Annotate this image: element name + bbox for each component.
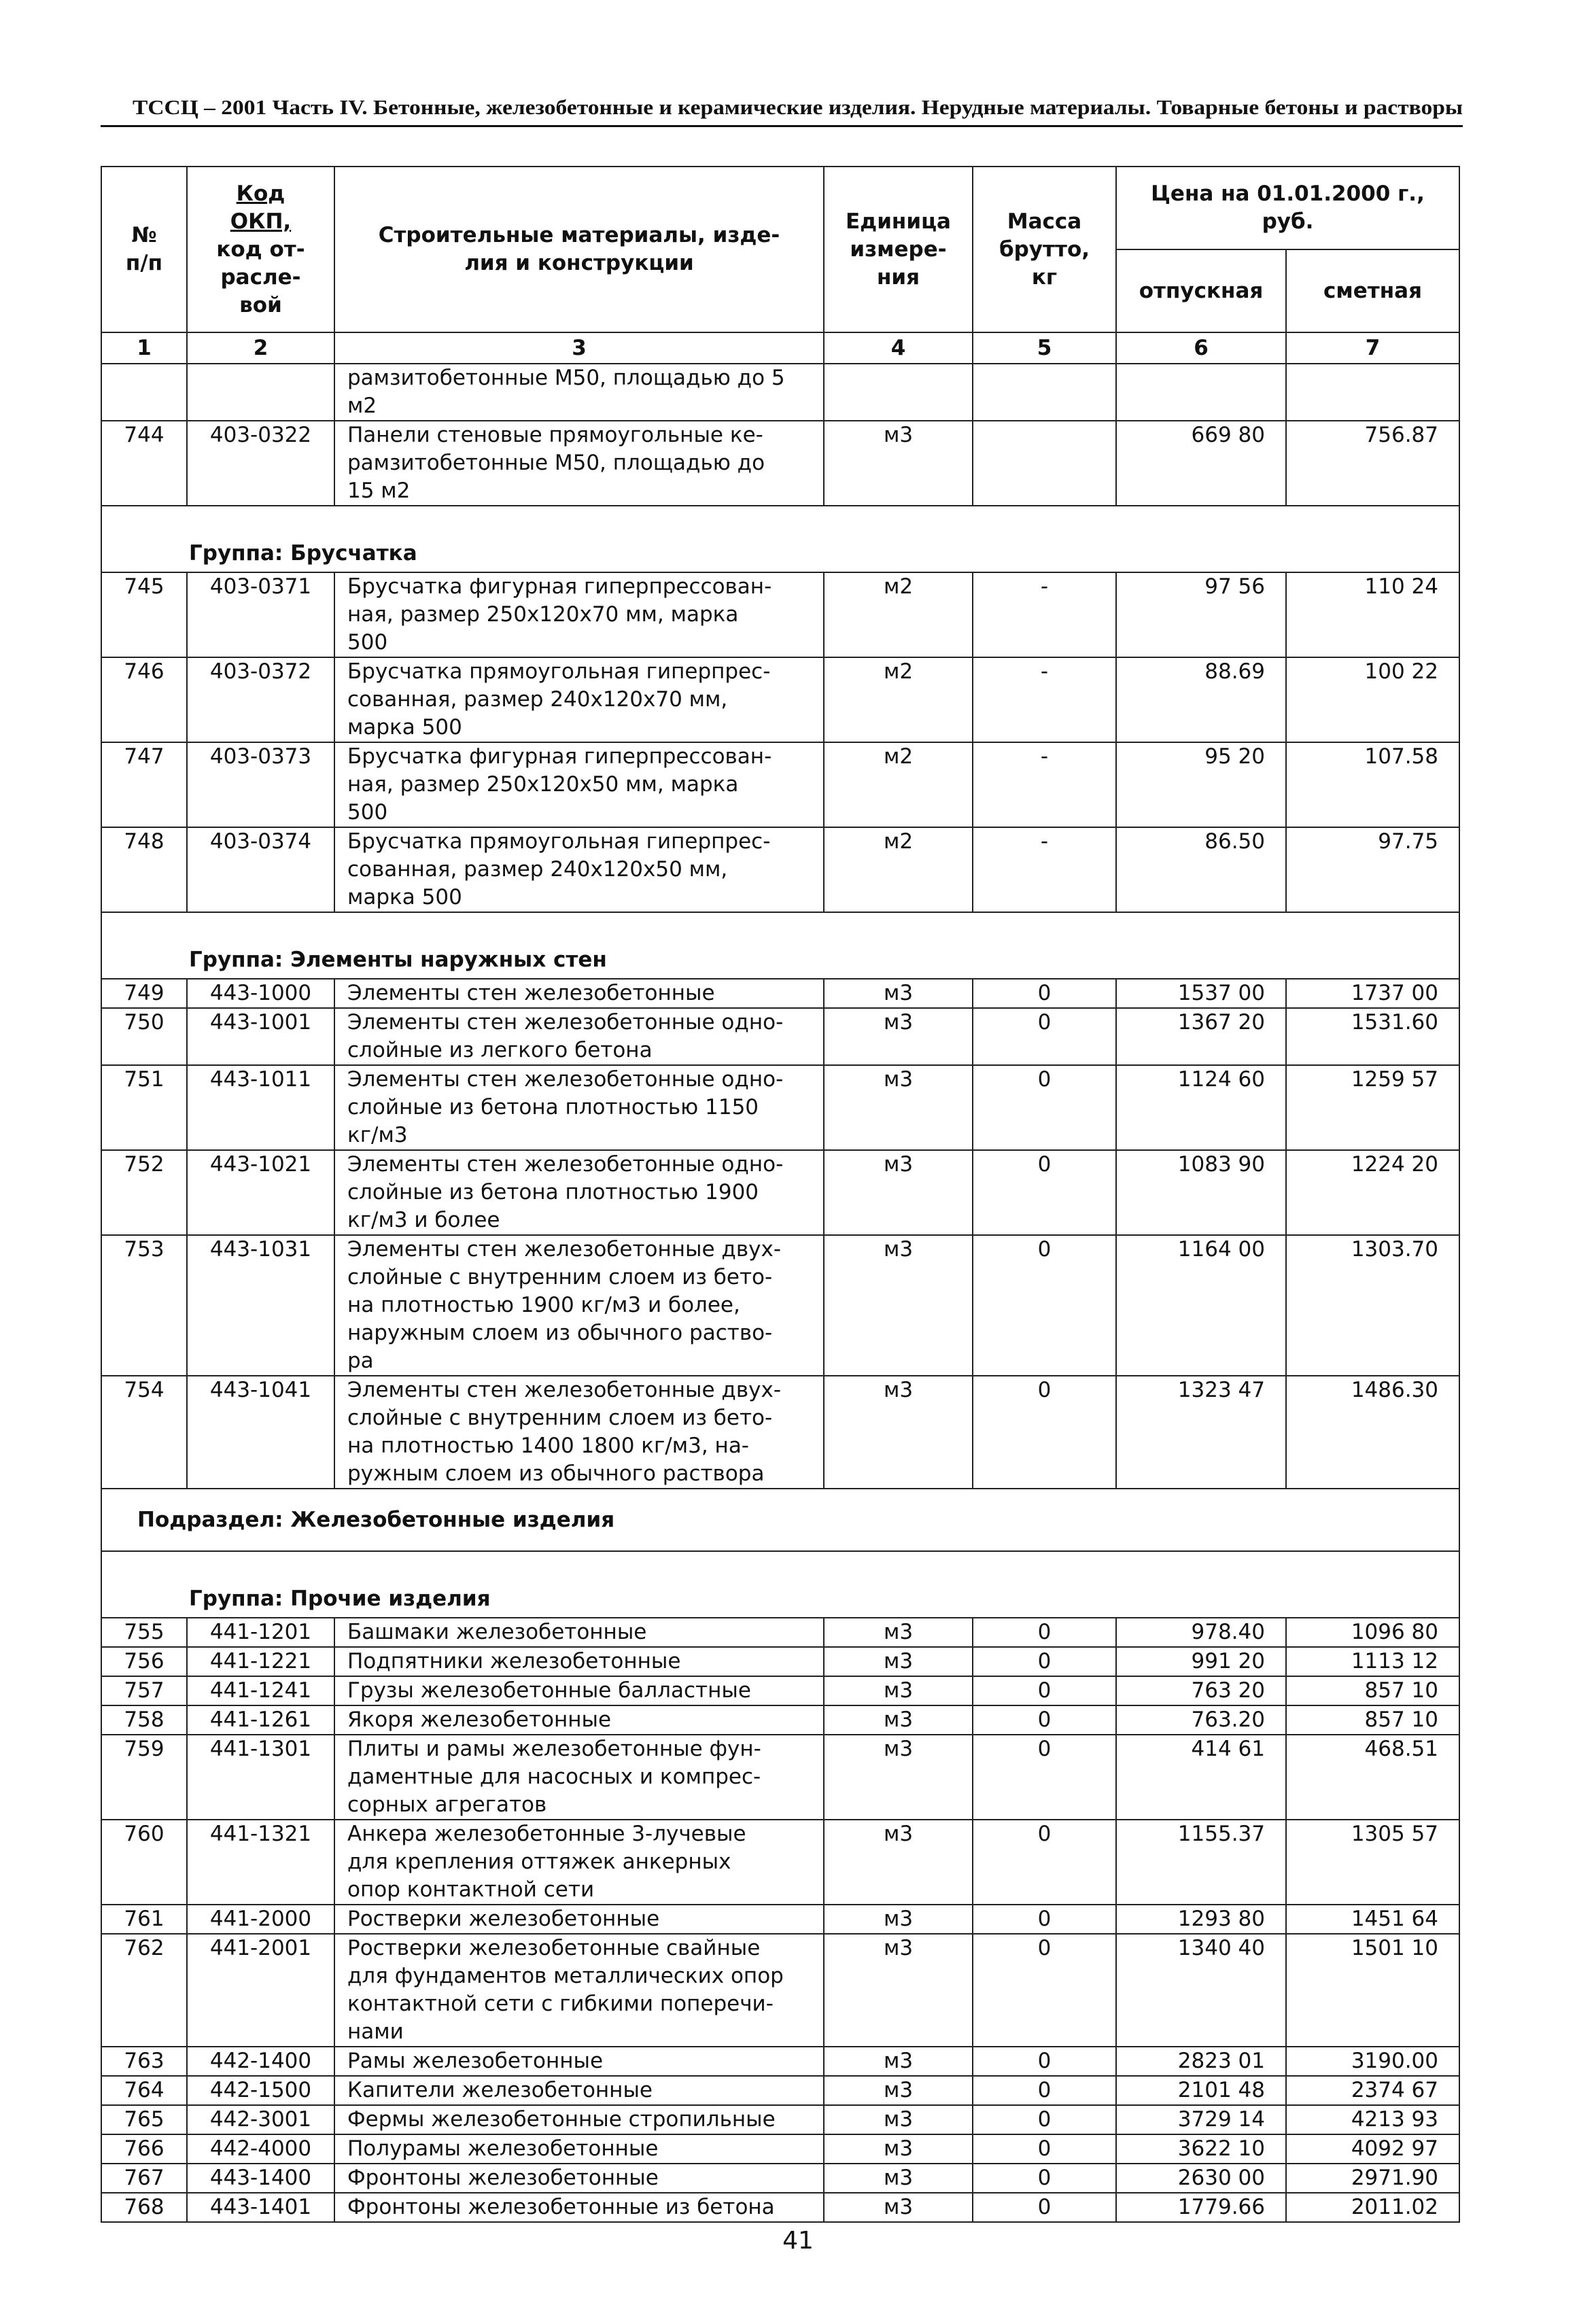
column-number: 1 [101, 332, 187, 364]
row-mass: 0 [973, 1150, 1116, 1235]
row-release-price: 86.50 [1116, 827, 1286, 912]
row-description: Элементы стен железобетонные двух- слойные с внутренним слоем из бето- на плотностью 1400 1800 кг/м3, на- ружным слоем из обычного раствора [334, 1376, 824, 1489]
table-row [101, 1235, 1459, 1376]
row-estimate-price: 4213 93 [1286, 2105, 1459, 2134]
row-number: 749 [101, 979, 187, 1008]
row-mass: 0 [973, 1065, 1116, 1150]
row-release-price: 763.20 [1116, 1705, 1286, 1735]
row-mass: 0 [973, 1008, 1116, 1065]
price-table [101, 166, 1460, 2223]
group-heading: Группа: Элементы наружных стен [101, 912, 1459, 979]
row-code: 443-1031 [187, 1235, 334, 1376]
row-mass: 0 [973, 1934, 1116, 2047]
row-number: 754 [101, 1376, 187, 1489]
row-description: Плиты и рамы железобетонные фун- даментные для насосных и компрес- сорных агрегатов [334, 1735, 824, 1820]
row-unit: м3 [824, 421, 973, 506]
row-mass: - [973, 657, 1116, 742]
row-code: 403-0322 [187, 421, 334, 506]
col-header-unit: Единица измере- ния [824, 167, 973, 332]
table-body [101, 364, 1459, 2222]
row-estimate-price: 1259 57 [1286, 1065, 1459, 1150]
row-estimate-price: 110 24 [1286, 572, 1459, 657]
row-mass: 0 [973, 1905, 1116, 1934]
row-description: Капители железобетонные [334, 2076, 824, 2105]
row-description: Рамы железобетонные [334, 2047, 824, 2076]
row-number: 766 [101, 2134, 187, 2164]
row-code: 442-1500 [187, 2076, 334, 2105]
table-row [101, 1150, 1459, 1235]
col-header-code-branch: код от- расле- вой [216, 237, 305, 317]
row-mass: 0 [973, 2193, 1116, 2222]
table-row [101, 2193, 1459, 2222]
table-row [101, 1376, 1459, 1489]
col-header-code [187, 167, 334, 332]
row-number: 756 [101, 1647, 187, 1676]
row-unit: м3 [824, 2193, 973, 2222]
table-row [101, 1705, 1459, 1735]
column-number: 2 [187, 332, 334, 364]
row-estimate-price: 1303.70 [1286, 1235, 1459, 1376]
row-unit: м2 [824, 742, 973, 827]
column-number: 4 [824, 332, 973, 364]
row-number: 767 [101, 2164, 187, 2193]
row-number: 760 [101, 1820, 187, 1905]
row-description: Полурамы железобетонные [334, 2134, 824, 2164]
row-description: Брусчатка фигурная гиперпрессован- ная, размер 250x120x70 мм, марка 500 [334, 572, 824, 657]
row-number: 747 [101, 742, 187, 827]
row-mass: 0 [973, 1735, 1116, 1820]
subsection-heading-row [101, 1489, 1459, 1551]
row-code: 443-1400 [187, 2164, 334, 2193]
row-estimate-price: 1737 00 [1286, 979, 1459, 1008]
column-numbers-row [101, 332, 1459, 364]
row-unit: м2 [824, 572, 973, 657]
row-description: Панели стеновые прямоугольные ке- рамзитобетонные М50, площадью до 15 м2 [334, 421, 824, 506]
row-code: 441-2001 [187, 1934, 334, 2047]
row-estimate-price: 1531.60 [1286, 1008, 1459, 1065]
row-code: 443-1001 [187, 1008, 334, 1065]
row-description: Брусчатка фигурная гиперпрессован- ная, размер 250x120x50 мм, марка 500 [334, 742, 824, 827]
row-unit: м3 [824, 1235, 973, 1376]
row-estimate-price: 857 10 [1286, 1676, 1459, 1705]
row-release-price: 991 20 [1116, 1647, 1286, 1676]
row-release-price: 1164 00 [1116, 1235, 1286, 1376]
row-estimate-price: 3190.00 [1286, 2047, 1459, 2076]
row-description: Башмаки железобетонные [334, 1618, 824, 1647]
row-code: 403-0371 [187, 572, 334, 657]
row-number: 752 [101, 1150, 187, 1235]
row-unit: м3 [824, 1735, 973, 1820]
row-unit: м3 [824, 2134, 973, 2164]
row-estimate-price: 2374 67 [1286, 2076, 1459, 2105]
group-heading: Группа: Брусчатка [101, 506, 1459, 572]
row-mass: 0 [973, 2134, 1116, 2164]
row-release-price: 1779.66 [1116, 2193, 1286, 2222]
table-row [101, 2047, 1459, 2076]
table-row [101, 1065, 1459, 1150]
row-description: Брусчатка прямоугольная гиперпрес- сованная, размер 240x120x70 мм, марка 500 [334, 657, 824, 742]
row-release-price: 2101 48 [1116, 2076, 1286, 2105]
row-code: 441-1301 [187, 1735, 334, 1820]
table-row [101, 1934, 1459, 2047]
table-row [101, 1905, 1459, 1934]
row-description: Элементы стен железобетонные [334, 979, 824, 1008]
row-number: 762 [101, 1934, 187, 2047]
row-description: Подпятники железобетонные [334, 1647, 824, 1676]
row-mass: 0 [973, 2164, 1116, 2193]
row-code: 441-1201 [187, 1618, 334, 1647]
row-unit: м3 [824, 1705, 973, 1735]
column-number: 6 [1116, 332, 1286, 364]
row-code: 443-1000 [187, 979, 334, 1008]
row-release-price: 2630 00 [1116, 2164, 1286, 2193]
row-mass: 0 [973, 979, 1116, 1008]
row-release-price: 1293 80 [1116, 1905, 1286, 1934]
row-mass: - [973, 742, 1116, 827]
table-row [101, 1618, 1459, 1647]
row-release-price: 1155.37 [1116, 1820, 1286, 1905]
row-description: Элементы стен железобетонные одно- слойные из легкого бетона [334, 1008, 824, 1065]
row-number: 746 [101, 657, 187, 742]
row-unit: м3 [824, 1934, 973, 2047]
row-estimate-price: 107.58 [1286, 742, 1459, 827]
row-estimate-price [1286, 364, 1459, 421]
row-estimate-price: 2011.02 [1286, 2193, 1459, 2222]
row-mass: - [973, 827, 1116, 912]
row-description: Фронтоны железобетонные из бетона [334, 2193, 824, 2222]
row-description: рамзитобетонные М50, площадью до 5 м2 [334, 364, 824, 421]
group-heading-row [101, 506, 1459, 572]
group-heading-row [101, 912, 1459, 979]
table-row [101, 657, 1459, 742]
row-release-price: 1083 90 [1116, 1150, 1286, 1235]
table-row [101, 827, 1459, 912]
row-mass: 0 [973, 1676, 1116, 1705]
row-code: 403-0372 [187, 657, 334, 742]
row-estimate-price: 4092 97 [1286, 2134, 1459, 2164]
row-mass: 0 [973, 2076, 1116, 2105]
row-number [101, 364, 187, 421]
row-code: 403-0374 [187, 827, 334, 912]
row-release-price: 3729 14 [1116, 2105, 1286, 2134]
row-release-price: 414 61 [1116, 1735, 1286, 1820]
row-estimate-price: 1096 80 [1286, 1618, 1459, 1647]
row-estimate-price: 1224 20 [1286, 1150, 1459, 1235]
row-description: Фронтоны железобетонные [334, 2164, 824, 2193]
col-header-mass: Масса брутто, кг [973, 167, 1116, 332]
row-estimate-price: 468.51 [1286, 1735, 1459, 1820]
row-description: Грузы железобетонные балластные [334, 1676, 824, 1705]
row-description: Элементы стен железобетонные одно- слойные из бетона плотностью 1150 кг/м3 [334, 1065, 824, 1150]
table-row [101, 2164, 1459, 2193]
row-mass [973, 421, 1116, 506]
row-estimate-price: 1451 64 [1286, 1905, 1459, 1934]
row-code: 441-1261 [187, 1705, 334, 1735]
col-header-name: Строительные материалы, изде- лия и конструкции [334, 167, 824, 332]
row-number: 753 [101, 1235, 187, 1376]
page-number: 41 [782, 2227, 814, 2255]
row-number: 755 [101, 1618, 187, 1647]
row-code: 443-1011 [187, 1065, 334, 1150]
row-unit: м2 [824, 657, 973, 742]
row-unit: м3 [824, 1618, 973, 1647]
row-unit: м3 [824, 979, 973, 1008]
row-estimate-price: 2971.90 [1286, 2164, 1459, 2193]
column-number: 5 [973, 332, 1116, 364]
row-code: 403-0373 [187, 742, 334, 827]
row-estimate-price: 857 10 [1286, 1705, 1459, 1735]
col-header-estimate-price: сметная [1286, 249, 1459, 332]
row-code: 442-3001 [187, 2105, 334, 2134]
row-estimate-price: 1486.30 [1286, 1376, 1459, 1489]
table-row [101, 1676, 1459, 1705]
row-number: 757 [101, 1676, 187, 1705]
row-description: Анкера железобетонные 3-лучевые для крепления оттяжек анкерных опор контактной сети [334, 1820, 824, 1905]
row-unit: м3 [824, 1820, 973, 1905]
row-code: 443-1401 [187, 2193, 334, 2222]
row-code: 442-1400 [187, 2047, 334, 2076]
row-description: Элементы стен железобетонные одно- слойные из бетона плотностью 1900 кг/м3 и более [334, 1150, 824, 1235]
row-unit [824, 364, 973, 421]
row-number: 763 [101, 2047, 187, 2076]
header-rule [101, 125, 1463, 127]
row-unit: м3 [824, 1065, 973, 1150]
subsection-heading: Подраздел: Железобетонные изделия [101, 1489, 1459, 1551]
row-mass: 0 [973, 1647, 1116, 1676]
row-unit: м3 [824, 1150, 973, 1235]
row-estimate-price: 756.87 [1286, 421, 1459, 506]
col-header-code-okp: Код ОКП, [230, 181, 292, 234]
row-number: 751 [101, 1065, 187, 1150]
row-code: 443-1041 [187, 1376, 334, 1489]
group-heading-row [101, 1551, 1459, 1618]
row-release-price [1116, 364, 1286, 421]
row-mass: - [973, 572, 1116, 657]
row-estimate-price: 1113 12 [1286, 1647, 1459, 1676]
col-header-no: № п/п [101, 167, 187, 332]
table-row [101, 421, 1459, 506]
table-row [101, 1647, 1459, 1676]
table-row [101, 364, 1459, 421]
row-estimate-price: 1501 10 [1286, 1934, 1459, 2047]
table-row [101, 572, 1459, 657]
row-release-price: 1367 20 [1116, 1008, 1286, 1065]
row-unit: м3 [824, 1647, 973, 1676]
row-mass: 0 [973, 1820, 1116, 1905]
row-code: 442-4000 [187, 2134, 334, 2164]
table-row [101, 2105, 1459, 2134]
table-row [101, 2076, 1459, 2105]
row-number: 765 [101, 2105, 187, 2134]
row-description: Якоря железобетонные [334, 1705, 824, 1735]
col-header-price: Цена на 01.01.2000 г., руб. [1116, 167, 1459, 249]
row-unit: м3 [824, 2105, 973, 2134]
row-number: 768 [101, 2193, 187, 2222]
row-unit: м3 [824, 2076, 973, 2105]
row-number: 759 [101, 1735, 187, 1820]
row-unit: м3 [824, 1376, 973, 1489]
row-release-price: 763 20 [1116, 1676, 1286, 1705]
row-release-price: 3622 10 [1116, 2134, 1286, 2164]
col-header-release-price: отпускная [1116, 249, 1286, 332]
row-code: 441-1221 [187, 1647, 334, 1676]
table-row [101, 2134, 1459, 2164]
row-estimate-price: 97.75 [1286, 827, 1459, 912]
row-code [187, 364, 334, 421]
row-unit: м3 [824, 2164, 973, 2193]
table-row [101, 1820, 1459, 1905]
row-number: 745 [101, 572, 187, 657]
row-code: 441-2000 [187, 1905, 334, 1934]
row-mass: 0 [973, 1235, 1116, 1376]
row-number: 744 [101, 421, 187, 506]
column-number: 3 [334, 332, 824, 364]
row-mass: 0 [973, 2105, 1116, 2134]
table-row [101, 742, 1459, 827]
row-number: 748 [101, 827, 187, 912]
row-number: 758 [101, 1705, 187, 1735]
row-description: Брусчатка прямоугольная гиперпрес- сованная, размер 240x120x50 мм, марка 500 [334, 827, 824, 912]
row-release-price: 1537 00 [1116, 979, 1286, 1008]
row-number: 750 [101, 1008, 187, 1065]
row-release-price: 1340 40 [1116, 1934, 1286, 2047]
row-mass: 0 [973, 2047, 1116, 2076]
row-description: Ростверки железобетонные [334, 1905, 824, 1934]
table-row [101, 1008, 1459, 1065]
row-estimate-price: 100 22 [1286, 657, 1459, 742]
row-code: 441-1321 [187, 1820, 334, 1905]
table-row [101, 1735, 1459, 1820]
row-unit: м3 [824, 1905, 973, 1934]
row-unit: м3 [824, 1008, 973, 1065]
row-mass [973, 364, 1116, 421]
column-number: 7 [1286, 332, 1459, 364]
row-release-price: 669 80 [1116, 421, 1286, 506]
row-mass: 0 [973, 1618, 1116, 1647]
row-release-price: 88.69 [1116, 657, 1286, 742]
row-release-price: 1323 47 [1116, 1376, 1286, 1489]
row-unit: м3 [824, 1676, 973, 1705]
row-release-price: 97 56 [1116, 572, 1286, 657]
row-estimate-price: 1305 57 [1286, 1820, 1459, 1905]
row-unit: м2 [824, 827, 973, 912]
row-description: Элементы стен железобетонные двух- слойные с внутренним слоем из бето- на плотностью 1900 кг/м3 и более, наружным слоем из обычного раство- ра [334, 1235, 824, 1376]
running-header: ТССЦ – 2001 Часть IV. Бетонные, железобетонные и керамические изделия. Нерудные материалы. Товарные бетоны и растворы [133, 95, 1463, 119]
row-release-price: 2823 01 [1116, 2047, 1286, 2076]
row-release-price: 1124 60 [1116, 1065, 1286, 1150]
table-row [101, 979, 1459, 1008]
row-release-price: 95 20 [1116, 742, 1286, 827]
row-mass: 0 [973, 1705, 1116, 1735]
row-number: 764 [101, 2076, 187, 2105]
row-description: Фермы железобетонные стропильные [334, 2105, 824, 2134]
row-code: 441-1241 [187, 1676, 334, 1705]
row-unit: м3 [824, 2047, 973, 2076]
row-release-price: 978.40 [1116, 1618, 1286, 1647]
group-heading: Группа: Прочие изделия [101, 1551, 1459, 1618]
row-code: 443-1021 [187, 1150, 334, 1235]
row-number: 761 [101, 1905, 187, 1934]
row-mass: 0 [973, 1376, 1116, 1489]
row-description: Ростверки железобетонные свайные для фундаментов металлических опор контактной сети с гибкими поперечи- нами [334, 1934, 824, 2047]
